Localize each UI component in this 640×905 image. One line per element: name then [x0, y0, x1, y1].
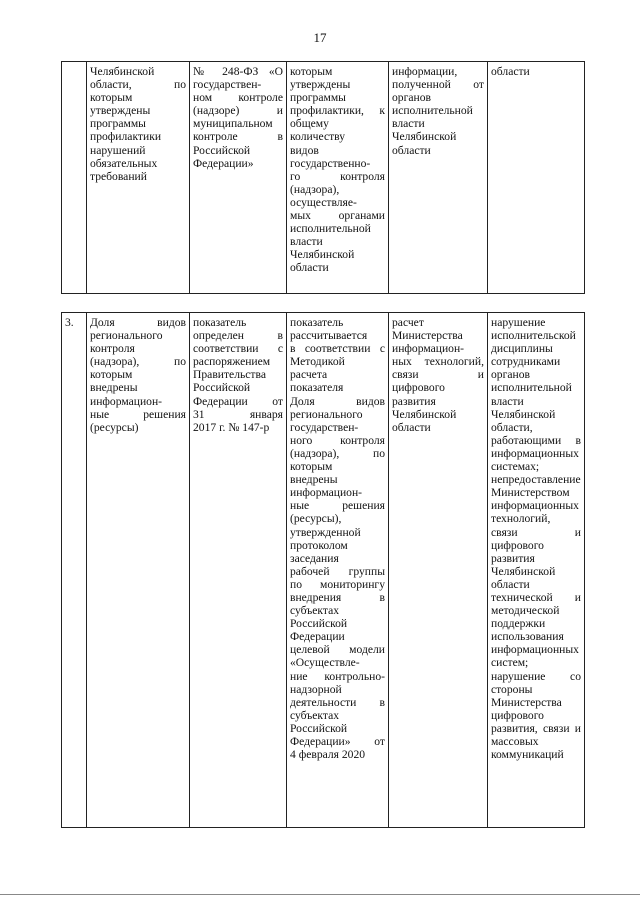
text-line: внедрения в: [290, 590, 385, 604]
text-line: развития, связи и: [491, 721, 581, 735]
page-number: 17: [313, 30, 327, 45]
cell-data-source: [389, 62, 488, 294]
text-line: информацион-: [90, 394, 163, 408]
text-line: Челябинской: [392, 407, 457, 421]
text-line: 2017 г. № 147-р: [193, 420, 270, 434]
cell-basis: [190, 313, 287, 828]
text-line: Правительства: [193, 368, 266, 382]
text-line: обязательных: [90, 156, 158, 170]
scan-bottom-edge: [0, 894, 640, 895]
text-line: коммуникаций: [491, 748, 564, 762]
text-line: распоряжением: [193, 355, 271, 369]
text-line: Министерства: [392, 329, 463, 343]
text-line: развития: [491, 551, 535, 565]
text-line: (надзора),: [290, 182, 340, 196]
text-line: непредоставление: [491, 473, 581, 487]
text-line: Челябинской: [392, 130, 457, 144]
text-line: субъектах: [290, 604, 340, 618]
text-line: использования: [491, 630, 564, 644]
text-line: утверждены: [290, 78, 351, 92]
text-line: массовых: [491, 735, 539, 748]
text-line: связи и: [392, 368, 484, 382]
text-line: Российской: [193, 143, 251, 157]
text-line: власти: [290, 235, 323, 249]
cell-data-source: [389, 313, 488, 828]
text-line: профилактики, к: [290, 104, 385, 118]
text-line: Челябинской: [491, 564, 556, 578]
cell-risks: [488, 62, 585, 294]
text-line: цифрового: [491, 708, 544, 722]
text-line: развития: [392, 394, 436, 408]
text-line: нарушений: [90, 143, 146, 157]
text-line: профилактики: [90, 130, 162, 144]
text-line: регионального: [90, 329, 163, 343]
text-line: исполнительной: [392, 104, 473, 118]
text-line: протоколом: [290, 538, 348, 552]
text-line: (ресурсы),: [290, 512, 342, 526]
text-line: ного контроля: [290, 433, 385, 447]
text-line: области, по: [90, 78, 186, 92]
text-line: власти: [491, 394, 524, 408]
text-line: субъектах: [290, 708, 340, 722]
text-line: систем;: [491, 656, 529, 670]
text-line: Доля видов: [90, 316, 186, 329]
cell-risks: [488, 313, 585, 828]
text-line: области: [392, 420, 431, 434]
text-line: нарушение: [491, 316, 546, 329]
text-line: области: [392, 143, 431, 157]
cell-indicator-name: [87, 313, 190, 828]
text-line: которым: [90, 91, 133, 105]
text-line: по мониторингу: [290, 577, 385, 591]
text-line: Российской: [290, 721, 348, 735]
text-line: исполнительской: [491, 329, 576, 343]
text-line: 31 января: [193, 407, 283, 421]
text-line: программы: [90, 117, 146, 131]
text-line: связи и: [491, 525, 581, 539]
text-line: видов: [290, 143, 319, 157]
text-line: технологий,: [491, 512, 551, 526]
cell-basis: [190, 62, 287, 294]
text-line: цифрового: [491, 538, 544, 552]
text-line: Федерации»: [193, 156, 254, 170]
text-line: Министерством: [491, 486, 570, 500]
text-line: Челябинской: [90, 65, 155, 78]
text-line: органов: [491, 368, 530, 382]
text-line: показателя: [290, 381, 344, 395]
text-line: полученной от: [392, 78, 484, 92]
text-line: ные решения: [90, 407, 186, 421]
text-line: (надзоре) и: [193, 104, 283, 118]
text-line: Челябинской: [491, 407, 556, 421]
text-line: которым: [290, 460, 333, 474]
text-line: методической: [491, 604, 560, 618]
text-line: программы: [290, 91, 346, 105]
text-line: рассчитывается: [290, 329, 368, 343]
text-line: которым: [90, 368, 133, 382]
text-line: муниципальном: [193, 117, 273, 131]
text-line: Федерации» от: [290, 735, 385, 748]
text-line: (надзора), по: [90, 355, 186, 369]
text-line: 4 февраля 2020: [290, 748, 366, 762]
cell-number: [62, 62, 87, 294]
text-line: внедрены: [290, 473, 338, 487]
text-line: системах;: [491, 460, 540, 474]
text-line: информацион-: [290, 486, 363, 500]
text-line: Российской: [193, 381, 251, 395]
text-line: ных технологий,: [392, 355, 484, 369]
text-line: государственно-: [290, 156, 371, 170]
text-line: показатель: [290, 316, 344, 329]
text-line: Федерации: [290, 630, 345, 644]
text-line: информационных: [491, 499, 579, 513]
text-line: Министерства: [491, 695, 562, 709]
text-line: области,: [491, 420, 533, 434]
table-fragment-bottom: [61, 312, 585, 828]
text-line: Российской: [290, 617, 348, 631]
text-line: области: [491, 577, 530, 591]
text-line: государствен-: [290, 420, 359, 434]
table-row: [62, 313, 585, 828]
cell-number: 3.: [62, 313, 87, 828]
text-line: мых органами: [290, 209, 385, 223]
text-line: дисциплины: [491, 342, 553, 356]
cell-calculation-method: [287, 62, 389, 294]
text-line: информации,: [392, 65, 458, 78]
text-line: информацион-: [392, 342, 465, 356]
table-fragment-top: [61, 61, 585, 294]
text-line: определен в: [193, 329, 283, 343]
text-line: общему: [290, 117, 329, 131]
text-line: количеству: [290, 130, 346, 144]
text-line: в соответствии с: [290, 342, 385, 356]
text-line: Челябинской: [290, 248, 355, 262]
text-line: го контроля: [290, 169, 385, 183]
text-line: информационных: [491, 643, 579, 657]
text-line: стороны: [491, 682, 533, 696]
text-line: исполнительной: [290, 222, 371, 236]
text-line: утверждены: [90, 104, 151, 118]
text-line: внедрены: [90, 381, 138, 395]
text-line: исполнительной: [491, 381, 572, 395]
text-line: № 248-ФЗ «О: [193, 65, 283, 78]
cell-indicator-name: [87, 62, 190, 294]
text-line: сотрудниками: [491, 355, 561, 369]
text-line: утвержденной: [290, 525, 361, 539]
text-line: ном контроле: [193, 91, 283, 105]
text-line: Доля видов: [290, 394, 385, 408]
cell-calculation-method: [287, 313, 389, 828]
text-line: цифрового: [392, 381, 445, 395]
text-line: требований: [90, 169, 147, 183]
text-line: надзорной: [290, 682, 342, 696]
table-row: [62, 62, 585, 294]
text-line: рабочей группы: [290, 564, 385, 578]
text-line: «Осуществле-: [290, 656, 360, 670]
text-line: органов: [392, 91, 431, 105]
text-line: ные решения: [290, 499, 385, 513]
text-line: ние контрольно-: [290, 669, 385, 683]
text-line: расчета: [290, 368, 328, 382]
text-line: информационных: [491, 446, 579, 460]
text-line: (надзора), по: [290, 446, 385, 460]
text-line: регионального: [290, 407, 363, 421]
text-line: показатель: [193, 316, 247, 329]
text-line: соответствии с: [193, 342, 283, 356]
text-line: поддержки: [491, 617, 546, 631]
text-line: Федерации от: [193, 394, 283, 408]
text-line: целевой модели: [290, 643, 385, 657]
text-line: области: [491, 65, 530, 78]
text-line: нарушение со: [491, 669, 581, 683]
text-line: области: [290, 261, 329, 275]
text-line: работающими в: [491, 433, 581, 447]
text-line: власти: [392, 117, 425, 131]
text-line: (ресурсы): [90, 420, 139, 434]
text-line: технической и: [491, 590, 581, 604]
text-line: контроле в: [193, 130, 283, 144]
text-line: заседания: [290, 551, 339, 565]
text-line: государствен-: [193, 78, 262, 92]
text-line: осуществляе-: [290, 195, 357, 209]
text-line: которым: [290, 65, 333, 78]
text-line: Методикой: [290, 355, 345, 369]
text-line: контроля: [90, 342, 135, 356]
text-line: расчет: [392, 316, 424, 329]
text-line: деятельности в: [290, 695, 385, 709]
